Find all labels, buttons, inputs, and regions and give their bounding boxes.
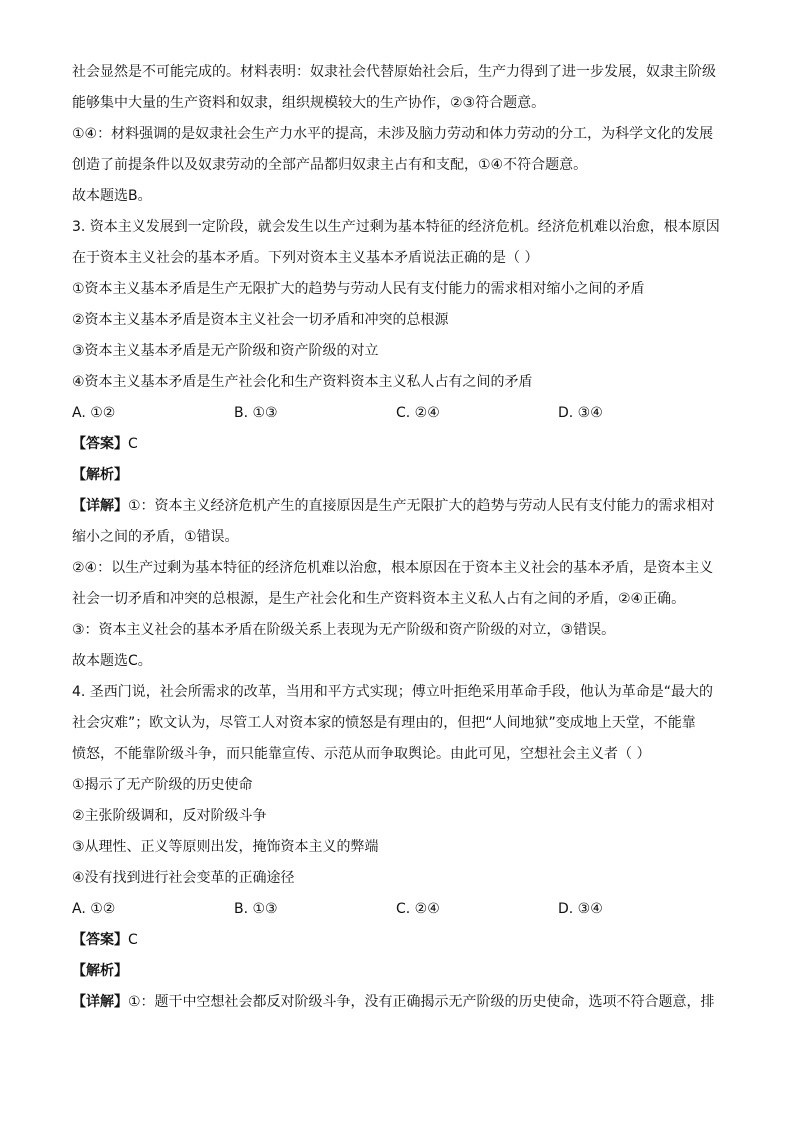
question-3-statement: ①资本主义基本矛盾是生产无限扩大的趋势与劳动人民有支付能力的需求相对缩小之间的矛盾: [72, 281, 645, 297]
question-4-statement: ①揭示了无产阶级的历史使命: [72, 777, 253, 793]
question-4-stem: 愤怒，不能靠阶级斗争，而只能靠宣传、示范从而争取舆论。由此可见，空想社会主义者（ ）: [72, 746, 651, 762]
option-d: D. ③④: [558, 901, 603, 917]
question-3-statement: ④资本主义基本矛盾是生产社会化和生产资料资本主义私人占有之间的矛盾: [72, 374, 533, 390]
answer-label: 【答案】: [72, 436, 128, 452]
question-4-stem: 4. 圣西门说，社会所需求的改革，当用和平方式实现；傅立叶拒绝采用革命手段，他认为革命是“最大的: [72, 684, 714, 700]
question-3-stem: 3. 资本主义发展到一定阶段，就会发生以生产过剩为基本特征的经济危机。经济危机难以治愈，根本原因: [72, 219, 720, 235]
question-3-statement: ③资本主义基本矛盾是无产阶级和资产阶级的对立: [72, 343, 379, 359]
option-a: A. ①②: [72, 901, 116, 917]
question-3-analysis-label: 【解析】: [72, 467, 128, 483]
paragraph-line: ②④：以生产过剩为基本特征的经济危机难以治愈，根本原因在于资本主义社会的基本矛盾，是资本主义: [72, 560, 714, 576]
paragraph-line: 故本题选C。: [72, 653, 152, 669]
question-4-statement: ③从理性、正义等原则出发，掩饰资本主义的弊端: [72, 839, 379, 855]
option-a: A. ①②: [72, 405, 116, 421]
option-b: B. ①③: [234, 405, 278, 421]
document-page: [72, 62, 724, 1023]
option-d: D. ③④: [558, 405, 603, 421]
paragraph-line: 缩小之间的矛盾，①错误。: [72, 529, 239, 545]
option-b: B. ①③: [234, 901, 278, 917]
detail-text: ①：题干中空想社会都反对阶级斗争，没有正确揭示无产阶级的历史使命，选项不符合题意，排: [128, 994, 715, 1010]
answer-value: C: [128, 932, 138, 948]
option-c: C. ②④: [396, 405, 440, 421]
question-4-answer: [72, 930, 724, 961]
paragraph-line: 社会显然是不可能完成的。材料表明：奴隶社会代替原始社会后，生产力得到了进一步发展，奴隶主阶级: [72, 64, 716, 80]
question-4-detail: [72, 992, 724, 1023]
answer-value: C: [128, 436, 138, 452]
answer-label: 【答案】: [72, 932, 128, 948]
question-4-analysis-label: 【解析】: [72, 963, 128, 979]
paragraph-line: ①④：材料强调的是奴隶社会生产力水平的提高，未涉及脑力劳动和体力劳动的分工，为科学文化的发展: [72, 126, 714, 142]
question-3-answer: [72, 434, 724, 465]
detail-label: 【详解】: [72, 994, 128, 1010]
paragraph-line: 故本题选B。: [72, 188, 152, 204]
paragraph-line: 能够集中大量的生产资料和奴隶，组织规模较大的生产协作，②③符合题意。: [72, 95, 546, 111]
question-4-options: [72, 899, 724, 930]
question-3-detail: [72, 496, 724, 527]
paragraph-line: 社会一切矛盾和冲突的总根源，是生产社会化和生产资料资本主义私人占有之间的矛盾，②④正确。: [72, 591, 686, 607]
question-4-statement: ②主张阶级调和，反对阶级斗争: [72, 808, 267, 824]
detail-text: ①：资本主义经济危机产生的直接原因是生产无限扩大的趋势与劳动人民有支付能力的需求相对: [128, 498, 715, 514]
paragraph-line: 创造了前提条件以及奴隶劳动的全部产品都归奴隶主占有和支配，①④不符合题意。: [72, 157, 588, 173]
question-3-stem: 在于资本主义社会的基本矛盾。下列对资本主义基本矛盾说法正确的是（ ）: [72, 250, 539, 266]
question-4-stem: 社会灾难”；欧文认为，尽管工人对资本家的愤怒是有理由的，但把“人间地狱”变成地上天堂，不能靠: [72, 715, 696, 731]
question-4-statement: ④没有找到进行社会变革的正确途径: [72, 870, 295, 886]
option-c: C. ②④: [396, 901, 440, 917]
detail-label: 【详解】: [72, 498, 128, 514]
paragraph-line: ③：资本主义社会的基本矛盾在阶级关系上表现为无产阶级和资产阶级的对立，③错误。: [72, 622, 616, 638]
question-3-statement: ②资本主义基本矛盾是资本主义社会一切矛盾和冲突的总根源: [72, 312, 449, 328]
question-3-options: [72, 403, 724, 434]
